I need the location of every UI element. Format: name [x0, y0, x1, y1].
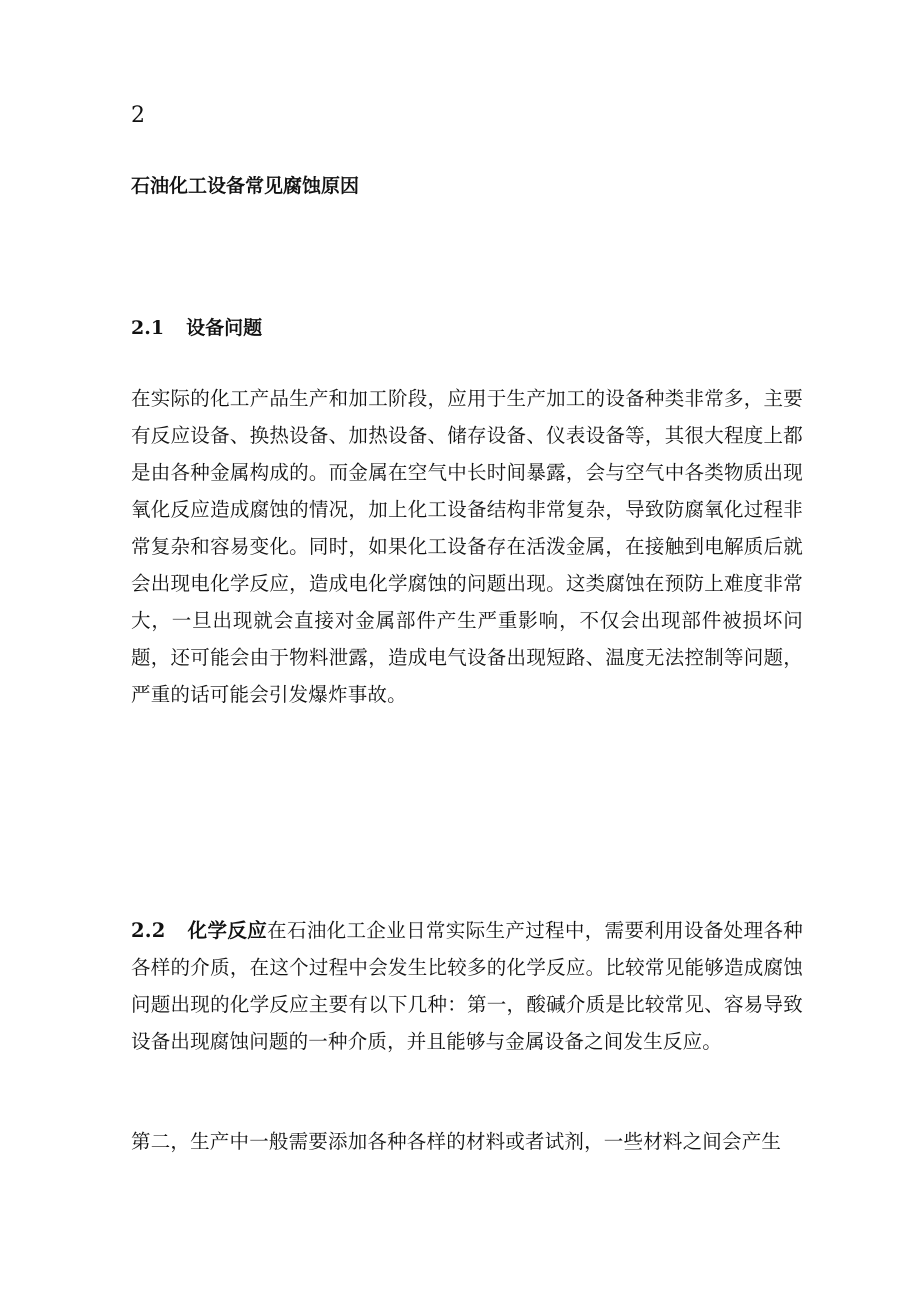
paragraph-text: 在石油化工企业日常实际生产过程中，需要利用设备处理各种各样的介质，在这个过程中会发生比较多的化学反应。比较常见能够造成腐蚀问题出现的化学反应主要有以下几种：第一，酸碱介质是比较常见、容易导致设备出现腐蚀问题的一种介质，并且能够与金属设备之间发生反应。 [131, 919, 803, 1053]
section-number: 2.2 [131, 919, 166, 942]
section-heading-2-2 [131, 919, 267, 942]
section-title: 设备问题 [186, 317, 263, 339]
chapter-title: 石油化工设备常见腐蚀原因 [131, 175, 360, 197]
section-heading-2-1 [131, 312, 803, 344]
section-number: 2.1 [131, 317, 165, 339]
paragraph-chemical-reaction [131, 912, 803, 1060]
chapter-number: 2 [131, 103, 145, 128]
paragraph-equipment-issues: 在实际的化工产品生产和加工阶段，应用于生产加工的设备种类非常多，主要有反应设备、换热设备、加热设备、储存设备、仪表设备等，其很大程度上都是由各种金属构成的。而金属在空气中长时间暴露，会与空气中各类物质出现氧化反应造成腐蚀的情况，加上化工设备结构非常复杂，导致防腐氧化过程非常复杂和容易变化。同时，如果化工设备存在活泼金属，在接触到电解质后就会出现电化学反应，造成电化学腐蚀的问题出现。这类腐蚀在预防上难度非常大，一旦出现就会直接对金属部件产生严重影响，不仅会出现部件被损坏问题，还可能会由于物料泄露，造成电气设备出现短路、温度无法控制等问题，严重的话可能会引发爆炸事故。 [131, 387, 803, 706]
paragraph-second-point: 第二，生产中一般需要添加各种各样的材料或者试剂，一些材料之间会产生 [131, 1130, 782, 1153]
section-title: 化学反应 [187, 919, 268, 942]
